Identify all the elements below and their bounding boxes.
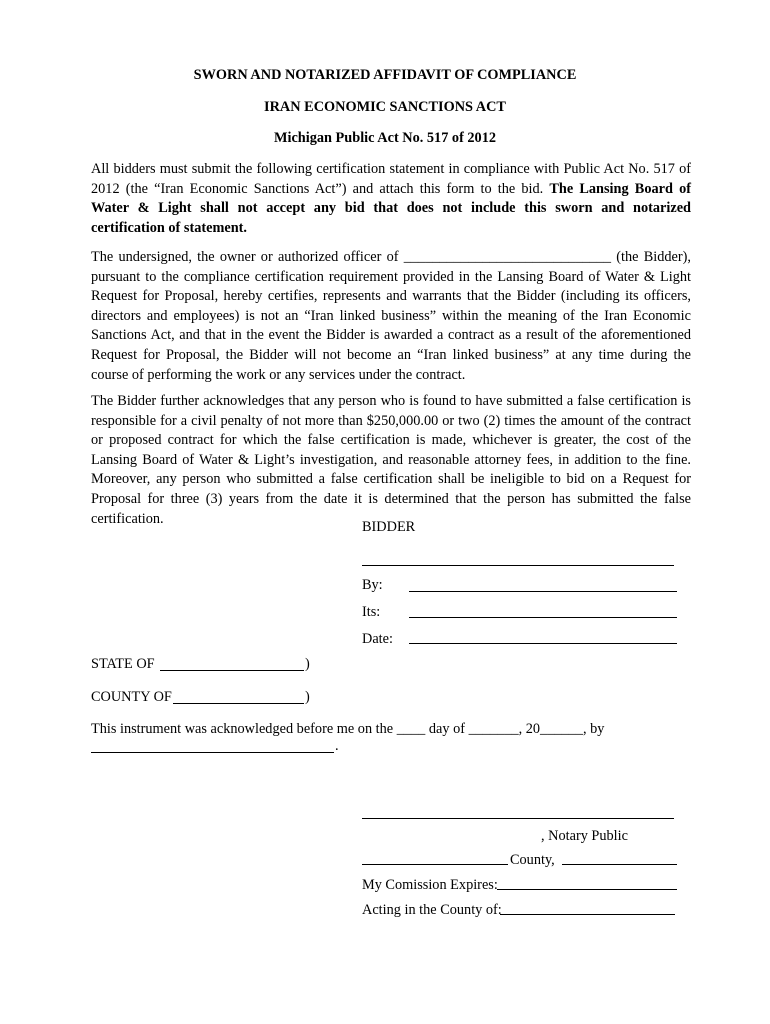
document-title: SWORN AND NOTARIZED AFFIDAVIT OF COMPLIANCE [193, 67, 577, 83]
date-line[interactable] [409, 643, 677, 644]
state-line[interactable] [160, 670, 304, 671]
document-subtitle: IRAN ECONOMIC SANCTIONS ACT [264, 99, 506, 115]
county-label: COUNTY OF [91, 689, 172, 705]
county-paren: ) [305, 689, 310, 705]
acting-county-line[interactable] [500, 914, 675, 915]
by-label: By: [362, 577, 383, 593]
certification-body: (the Bidder), pursuant to the compliance certification requirement provided in the Lansing Board of Water & Light Request for Proposal, hereby certifies, represents and warrants that the Bidder (including its officers, directors and employees) is not an “Iran linked business” within the meaning of the Iran Economic Sanctions Act, and that in the event the Bidder is awarded a contract as a result of the aforementioned Request for Proposal, the Bidder will not become an “Iran linked business” at any time during the course of performing the work or any services under the contract. [91, 249, 692, 383]
by-line[interactable] [409, 591, 677, 592]
commission-line[interactable] [497, 889, 677, 890]
bidder-name-blank[interactable]: _____________________________ [403, 249, 612, 265]
acting-county-label: Acting in the County of: [362, 902, 502, 918]
state-paren: ) [305, 656, 310, 672]
acknowledged-by-line[interactable] [91, 752, 334, 753]
bidder-heading: BIDDER [362, 519, 416, 535]
its-label: Its: [362, 604, 381, 620]
notary-state-line[interactable] [562, 864, 677, 865]
its-line[interactable] [409, 617, 677, 618]
acknowledged-period: . [335, 738, 339, 754]
certification-lead: The undersigned, the owner or authorized officer of [91, 249, 404, 265]
county-line[interactable] [173, 703, 304, 704]
notary-public-label: , Notary Public [541, 828, 628, 844]
instrument-text: This instrument was acknowledged before me on the ____ day of _______, 20______, by [91, 721, 605, 737]
acknowledgement-paragraph: The Bidder further acknowledges that any person who is found to have submitted a false certification is responsible for a civil penalty of not more than $250,000.00 or two (2) times the amount of the contract or proposed contract for which the false certification is made, whichever is greater, the cost of the Lansing Board of Water & Light’s investigation, and reasonable attorney fees, in addition to the fine. Moreover, any person who submitted a false certification shall be ineligible to bid on a Request for Proposal for three (3) years from the date it is determined that the person has submitted the false certification. [91, 393, 691, 527]
act-reference: Michigan Public Act No. 517 of 2012 [274, 130, 496, 146]
commission-label: My Comission Expires: [362, 877, 498, 893]
notary-signature-line[interactable] [362, 818, 674, 819]
intro-bold-text: The Lansing Board of Water & Light shall not accept any bid that does not include this sworn and notarized certification of statement. [91, 180, 691, 236]
intro-text: All bidders must submit the following certification statement in compliance with Public Act No. 517 of 2012 (the “Iran Economic Sanctions Act”) and attach this form to the bid. [91, 161, 691, 197]
date-label: Date: [362, 631, 393, 647]
notary-county-label: County, [510, 852, 555, 868]
notary-county-line[interactable] [362, 864, 508, 865]
certification-paragraph [91, 248, 691, 385]
bidder-signature-line[interactable] [362, 565, 674, 566]
state-label: STATE OF [91, 656, 155, 672]
intro-paragraph [91, 160, 691, 238]
